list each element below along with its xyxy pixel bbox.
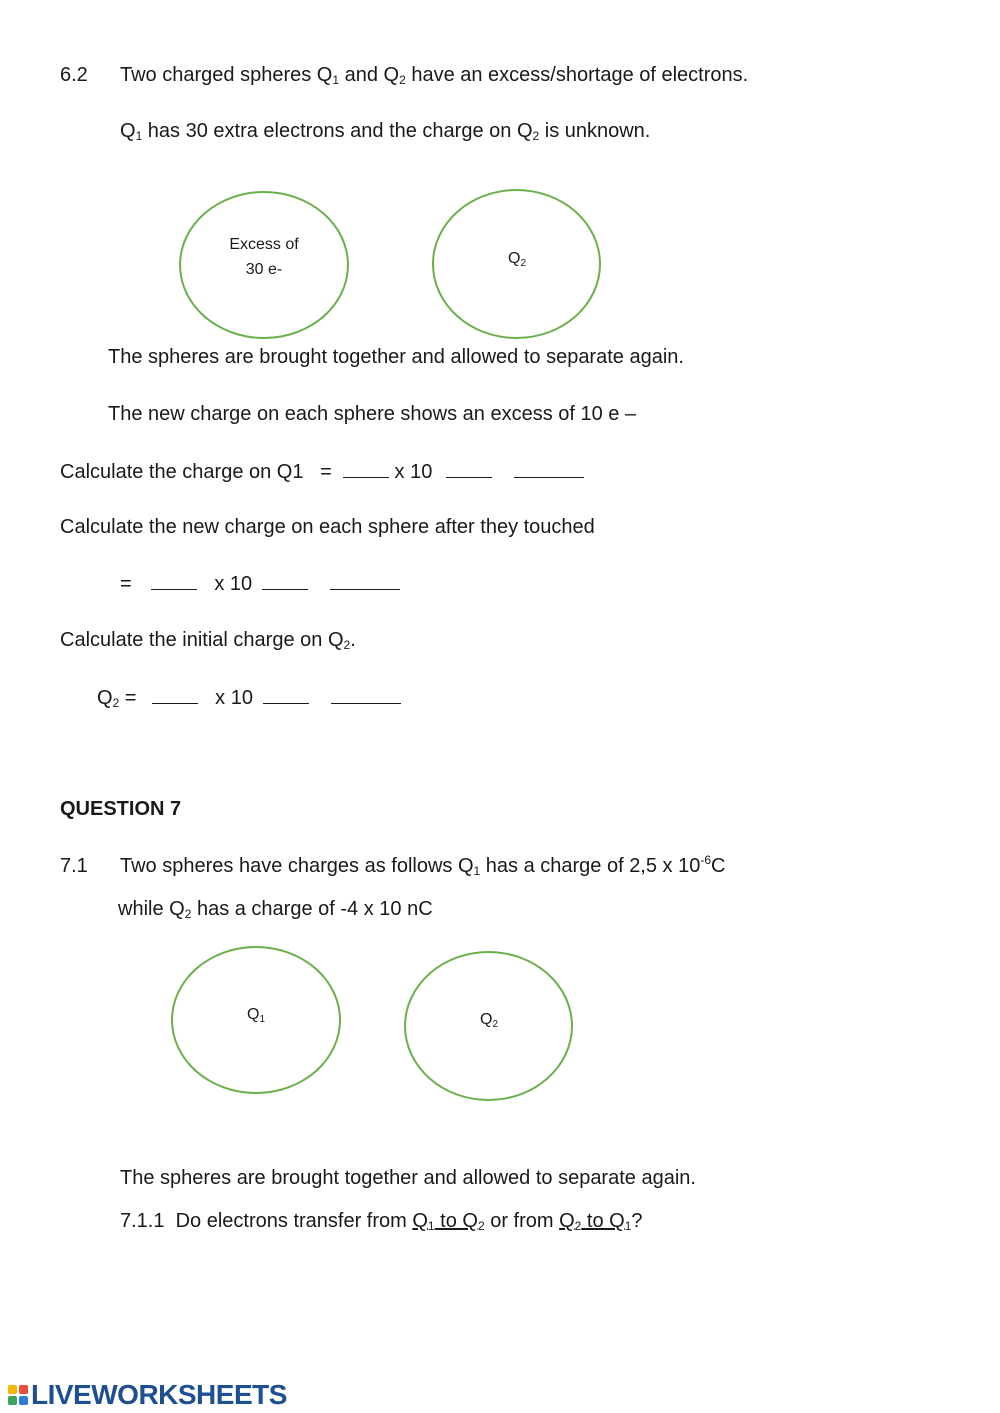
superscript: -6: [700, 853, 712, 867]
q62-given-text: is unknown.: [539, 120, 651, 142]
subscript: 2: [184, 907, 192, 921]
q62-intro-line: [120, 63, 748, 89]
times-ten-text: x 10: [208, 573, 258, 595]
q7-together-text: The spheres are brought together and allowed to separate again.: [120, 1167, 696, 1189]
exponent-blank[interactable]: [263, 685, 309, 704]
q62-number: 6.2: [60, 64, 88, 86]
exponent-blank[interactable]: [262, 571, 308, 590]
subscript: 2: [477, 1219, 485, 1233]
q711-number: 7.1.1: [120, 1210, 165, 1232]
q62-given-text: has 30 extra electrons and the charge on Q: [142, 120, 533, 142]
q62-intro-text: Two charged spheres Q: [120, 64, 333, 86]
subscript: 1: [624, 1219, 632, 1233]
subscript: 1: [332, 73, 340, 87]
sphere-label-text: Q: [479, 1011, 493, 1028]
logo-text: LIVEWORKSHEETS: [31, 1379, 287, 1410]
calc-new-answer-line: [120, 571, 400, 596]
q62-given-line: [120, 119, 650, 145]
sphere-q2-label: [477, 246, 557, 273]
subscript: 2: [399, 73, 406, 87]
subscript: 1: [473, 864, 481, 878]
unit-blank[interactable]: [331, 685, 401, 704]
answer-blank[interactable]: [343, 459, 389, 478]
q62-rest-text: have an excess/shortage of electrons.: [405, 64, 749, 86]
question-mark: ?: [631, 1210, 643, 1232]
option-text: Q: [412, 1210, 428, 1232]
calc-initial-text: Calculate the initial charge on Q: [60, 629, 344, 651]
equals-text: =: [120, 573, 143, 595]
option-text: to Q: [581, 1210, 625, 1232]
exponent-blank[interactable]: [446, 459, 492, 478]
calc-new-charge-text: Calculate the new charge on each sphere after they touched: [60, 516, 595, 538]
q71-text: C: [711, 855, 726, 877]
q71-number: 7.1: [60, 855, 88, 877]
option-q1-to-q2[interactable]: [412, 1210, 484, 1232]
times-ten-text: x 10: [209, 687, 259, 709]
q71-text: while Q: [118, 898, 185, 920]
option-text: to Q: [434, 1210, 478, 1232]
q711-line: [120, 1209, 643, 1235]
q71-text: Two spheres have charges as follows Q: [120, 855, 474, 877]
period-text: .: [350, 629, 356, 651]
liveworksheets-logo[interactable]: [8, 1380, 287, 1410]
q711-text: Do electrons transfer from: [175, 1210, 413, 1232]
new-charge-text: The new charge on each sphere shows an excess of 10 e –: [108, 403, 637, 425]
logo-blocks-icon: [8, 1385, 28, 1405]
subscript: 2: [574, 1219, 582, 1233]
q71-line1: [120, 854, 725, 880]
q2-answer-line: [97, 685, 401, 712]
unit-blank[interactable]: [514, 459, 584, 478]
equals-text: =: [119, 687, 148, 709]
sphere-label-text: Q: [246, 1006, 260, 1023]
calc-q1-text: Calculate the charge on Q1 =: [60, 461, 343, 483]
q62-and-text: and Q: [339, 64, 400, 86]
subscript: 2: [343, 638, 351, 652]
sphere-q1-label: [204, 232, 324, 282]
question-7-heading: QUESTION 7: [60, 798, 182, 820]
answer-blank[interactable]: [152, 685, 198, 704]
times-ten-text: x 10: [388, 461, 438, 483]
subscript: 1: [427, 1219, 435, 1233]
subscript: 2: [520, 258, 526, 269]
q71-line2: [118, 897, 433, 923]
or-text: or from: [484, 1210, 560, 1232]
sphere-label-line: 30 e-: [245, 261, 283, 278]
unit-blank[interactable]: [330, 571, 400, 590]
subscript: 2: [492, 1019, 498, 1030]
answer-blank[interactable]: [151, 571, 197, 590]
q71-text: has a charge of -4 x 10 nC: [191, 898, 433, 920]
q62-given-text: Q: [120, 120, 136, 142]
q71-text: has a charge of 2,5 x 10: [480, 855, 701, 877]
subscript: 2: [532, 129, 540, 143]
sphere-q1-label: [216, 1002, 296, 1029]
sphere-label-line: Excess of: [229, 236, 299, 253]
subscript: 1: [259, 1014, 265, 1025]
calc-initial-line: [60, 628, 356, 654]
option-q2-to-q1[interactable]: [559, 1210, 631, 1232]
together-text: The spheres are brought together and allowed to separate again.: [108, 346, 684, 368]
subscript: 1: [135, 129, 143, 143]
subscript: 2: [112, 696, 120, 710]
q2-label: Q: [97, 687, 113, 709]
sphere-q2-label: [449, 1007, 529, 1034]
option-text: Q: [559, 1210, 575, 1232]
calc-q1-line: [60, 459, 584, 484]
sphere-label-text: Q: [507, 250, 521, 267]
